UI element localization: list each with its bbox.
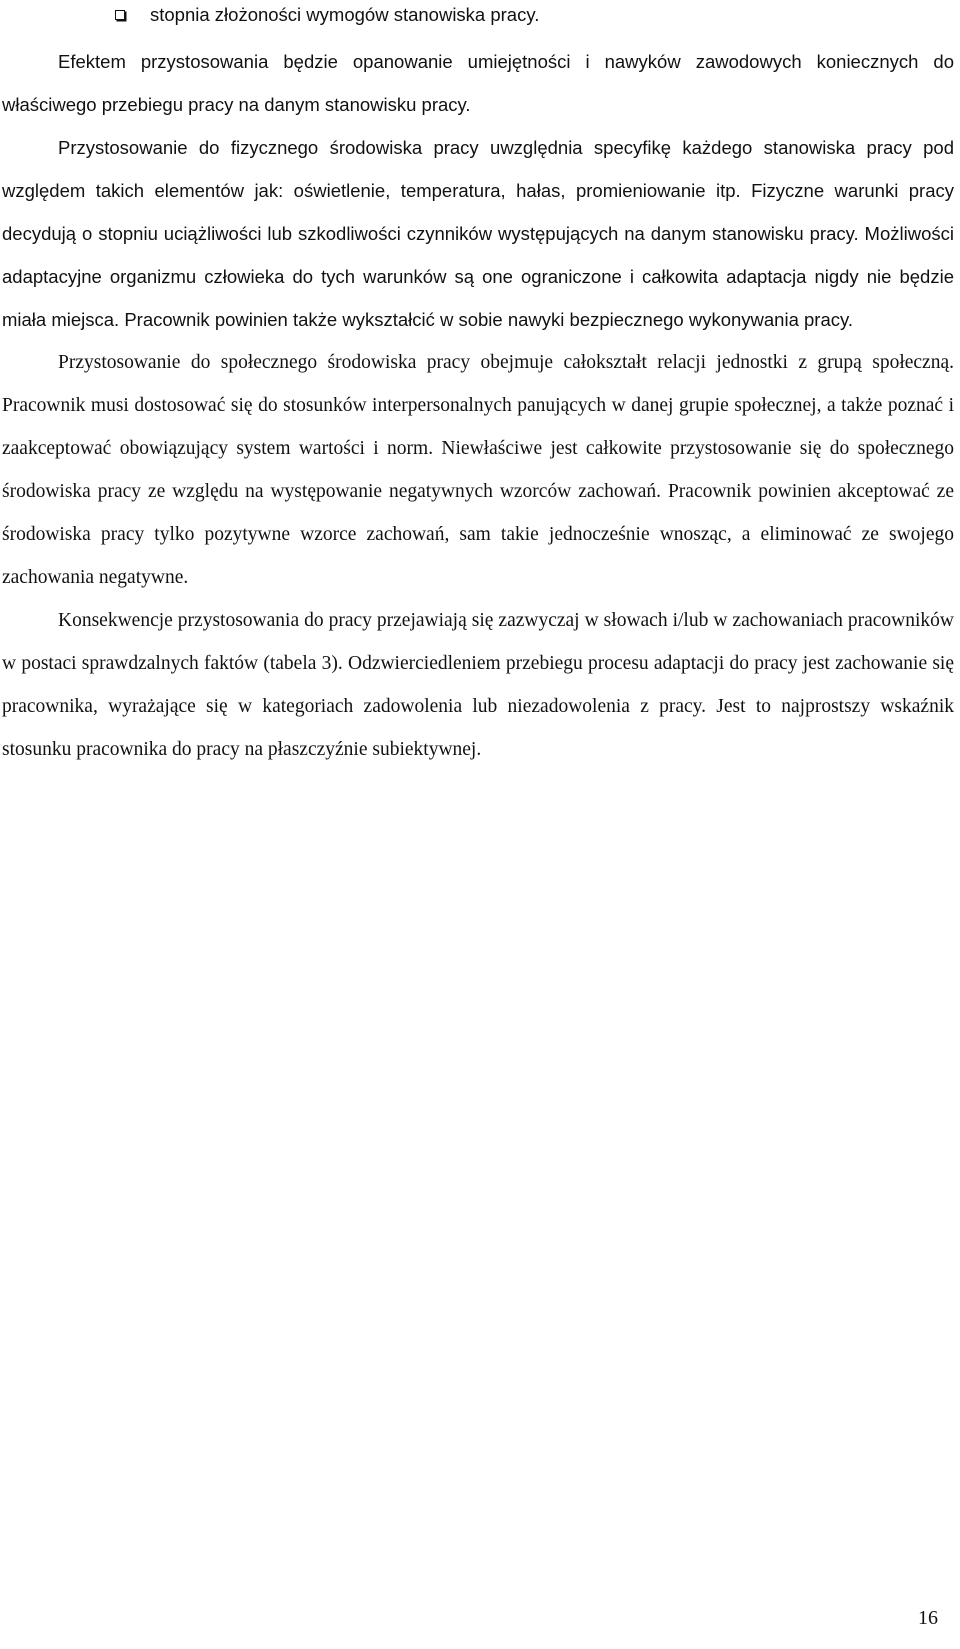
bullet-item-text: stopnia złożoności wymogów stanowiska pracy. (150, 4, 540, 25)
paragraph-3: Przystosowanie do społecznego środowiska pracy obejmuje całokształt relacji jednostki z grupą społeczną. Pracownik musi dostosować się do stosunków interpersonalnych panujących w danej grupie społecznej, a także poznać i zaakceptować obowiązujący system wartości i norm. Niewłaściwe jest całkowite przystosowanie się do społecznego środowiska pracy ze względu na występowanie negatywnych wzorców zachowań. Pracownik powinien akceptować ze środowiska pracy tylko pozytywne wzorce zachowań, sam takie jednocześnie wnosząc, a eliminować ze swojego zachowania negatywne. (2, 352, 954, 588)
paragraph-2: Przystosowanie do fizycznego środowiska pracy uwzględnia specyfikę każdego stanowiska pracy pod względem takich elementów jak: oświetlenie, temperatura, hałas, promieniowanie itp. Fizyczne warunki pracy decydują o stopniu uciążliwości lub szkodliwości czynników występujących na danym stanowisku pracy. Możliwości adaptacyjne organizmu człowieka do tych warunków są one ograniczone i całkowita adaptacja nigdy nie będzie miała miejsca. Pracownik powinien także wykształcić w sobie nawyki bezpiecznego wykonywania pracy. (2, 137, 954, 330)
body-text (2, 2, 954, 771)
paragraph-4: Konsekwencje przystosowania do pracy przejawiają się zazwyczaj w słowach i/lub w zachowaniach pracowników w postaci sprawdzalnych faktów (tabela 3). Odzwierciedleniem przebiegu procesu adaptacji do pracy jest zachowanie się pracownika, wyrażające się w kategoriach zadowolenia lub niezadowolenia z pracy. Jest to najprostszy wskaźnik stosunku pracownika do pracy na płaszczyźnie subiektywnej. (2, 610, 954, 760)
page-number: 16 (918, 1607, 938, 1629)
bullet-item (2, 2, 954, 28)
checkbox-bullet-icon (115, 10, 125, 20)
paragraph-1: Efektem przystosowania będzie opanowanie umiejętności i nawyków zawodowych koniecznych do właściwego przebiegu pracy na danym stanowisku pracy. (2, 51, 954, 115)
